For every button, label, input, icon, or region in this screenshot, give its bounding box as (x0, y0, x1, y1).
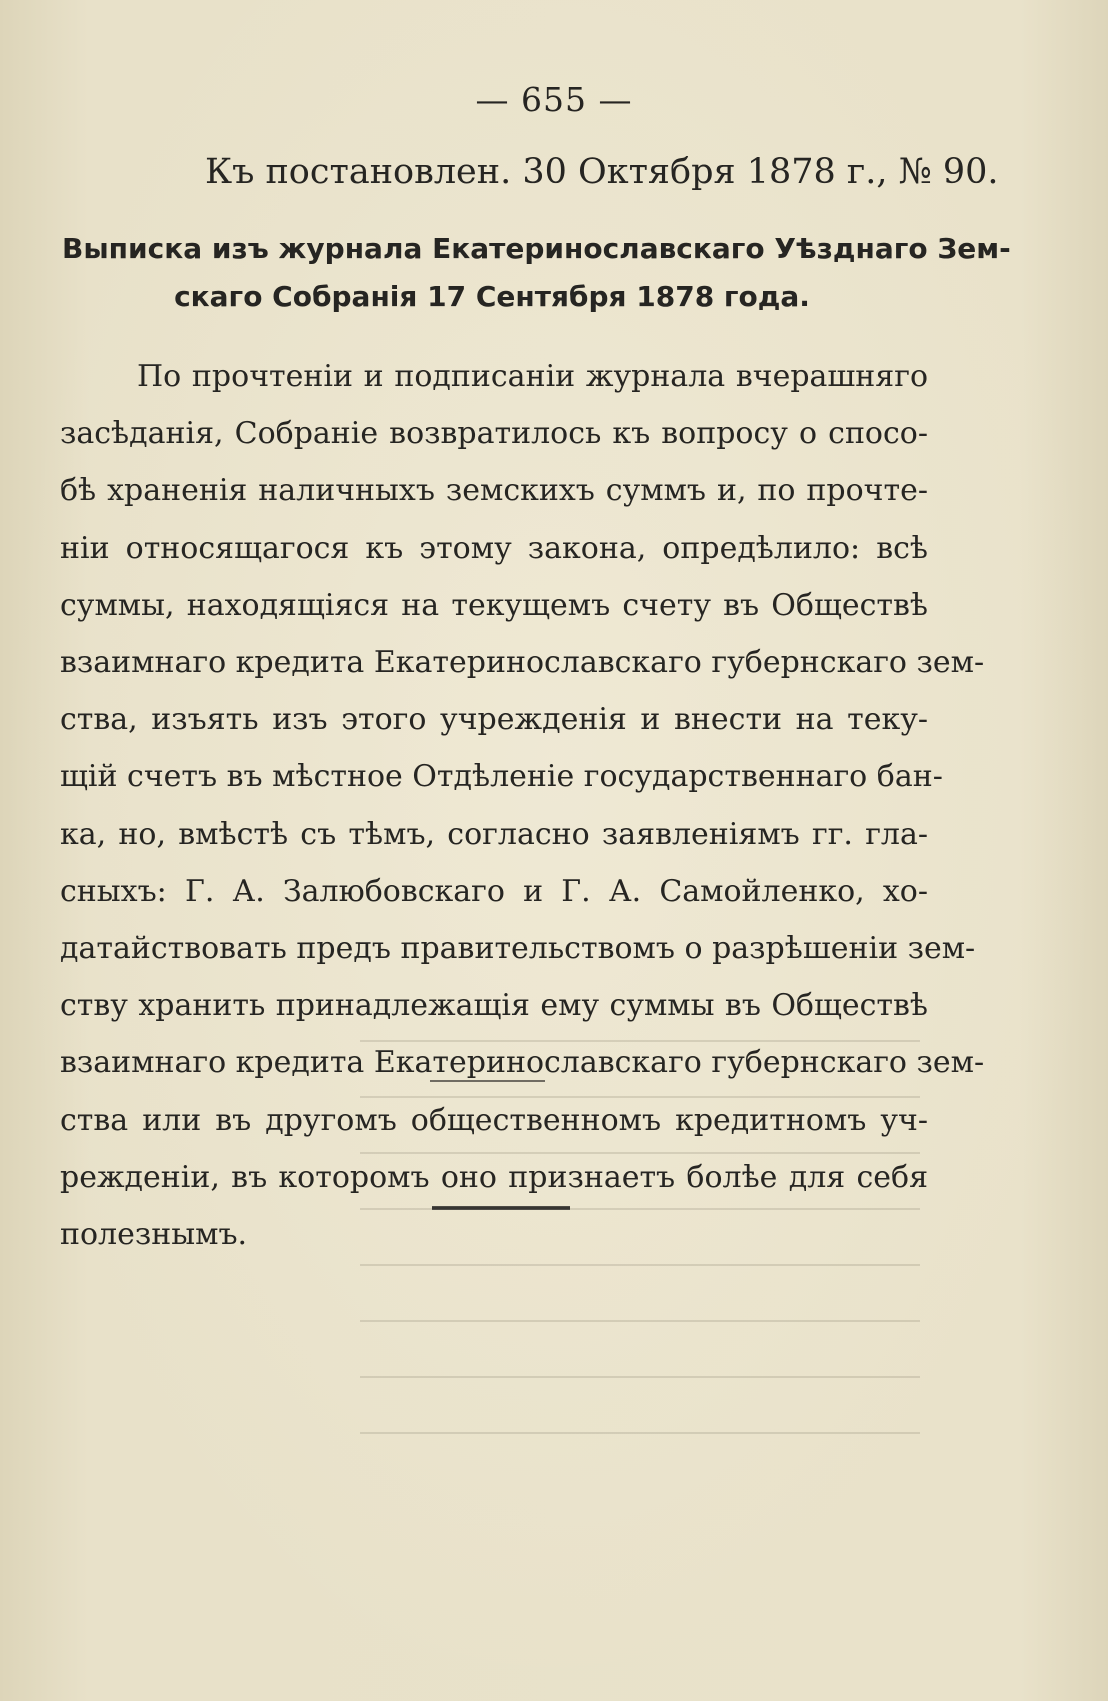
body-line: ніи относящагося къ этому закона, опредѣлило: всѣ (60, 530, 928, 566)
body-line: ка, но, вмѣстѣ съ тѣмъ, согласно заявленіямъ гг. гла- (60, 816, 928, 852)
body-line: щій счетъ въ мѣстное Отдѣленіе государственнаго бан- (60, 759, 943, 795)
body-line: ства, изъять изъ этого учрежденія и внести на теку- (60, 702, 928, 738)
body-line: засѣданія, Собраніе возвратилось къ вопросу о спосо- (60, 416, 928, 452)
body-line: режденіи, въ которомъ оно признаетъ болѣе для себя (60, 1159, 928, 1195)
body-line: полезнымъ. (60, 1217, 248, 1253)
heading-line: скаго Собранія 17 Сентября 1878 года. (174, 280, 810, 313)
page-number: — 655 — (475, 80, 633, 119)
body-line: ства или въ другомъ общественномъ кредитномъ уч- (60, 1102, 928, 1138)
end-rule (432, 1206, 570, 1210)
heading-line: Выписка изъ журнала Екатеринославскаго Уѣзднаго Зем- (62, 232, 1011, 265)
body-line: По прочтеніи и подписаніи журнала вчерашняго (137, 359, 928, 394)
body-paragraph (60, 348, 985, 1263)
document-heading (62, 225, 1011, 321)
body-line: бѣ храненія наличныхъ земскихъ суммъ и, по прочте- (60, 473, 928, 509)
body-line: взаимнаго кредита Екатеринославскаго губернскаго зем- (60, 645, 985, 681)
body-line: ству хранить принадлежащія ему суммы въ Обществѣ (60, 988, 928, 1024)
body-line: сныхъ: Г. А. Залюбовскаго и Г. А. Самойленко, хо- (60, 873, 928, 909)
body-line: суммы, находящіяся на текущемъ счету въ Обществѣ (60, 587, 928, 623)
body-line: взаимнаго кредита Екатеринославскаго губернскаго зем- (60, 1045, 985, 1081)
body-line: датайствовать предъ правительствомъ о разрѣшеніи зем- (60, 931, 976, 967)
resolution-reference: Къ постановлен. 30 Октября 1878 г., № 90. (205, 152, 999, 192)
section-divider (430, 1080, 545, 1082)
